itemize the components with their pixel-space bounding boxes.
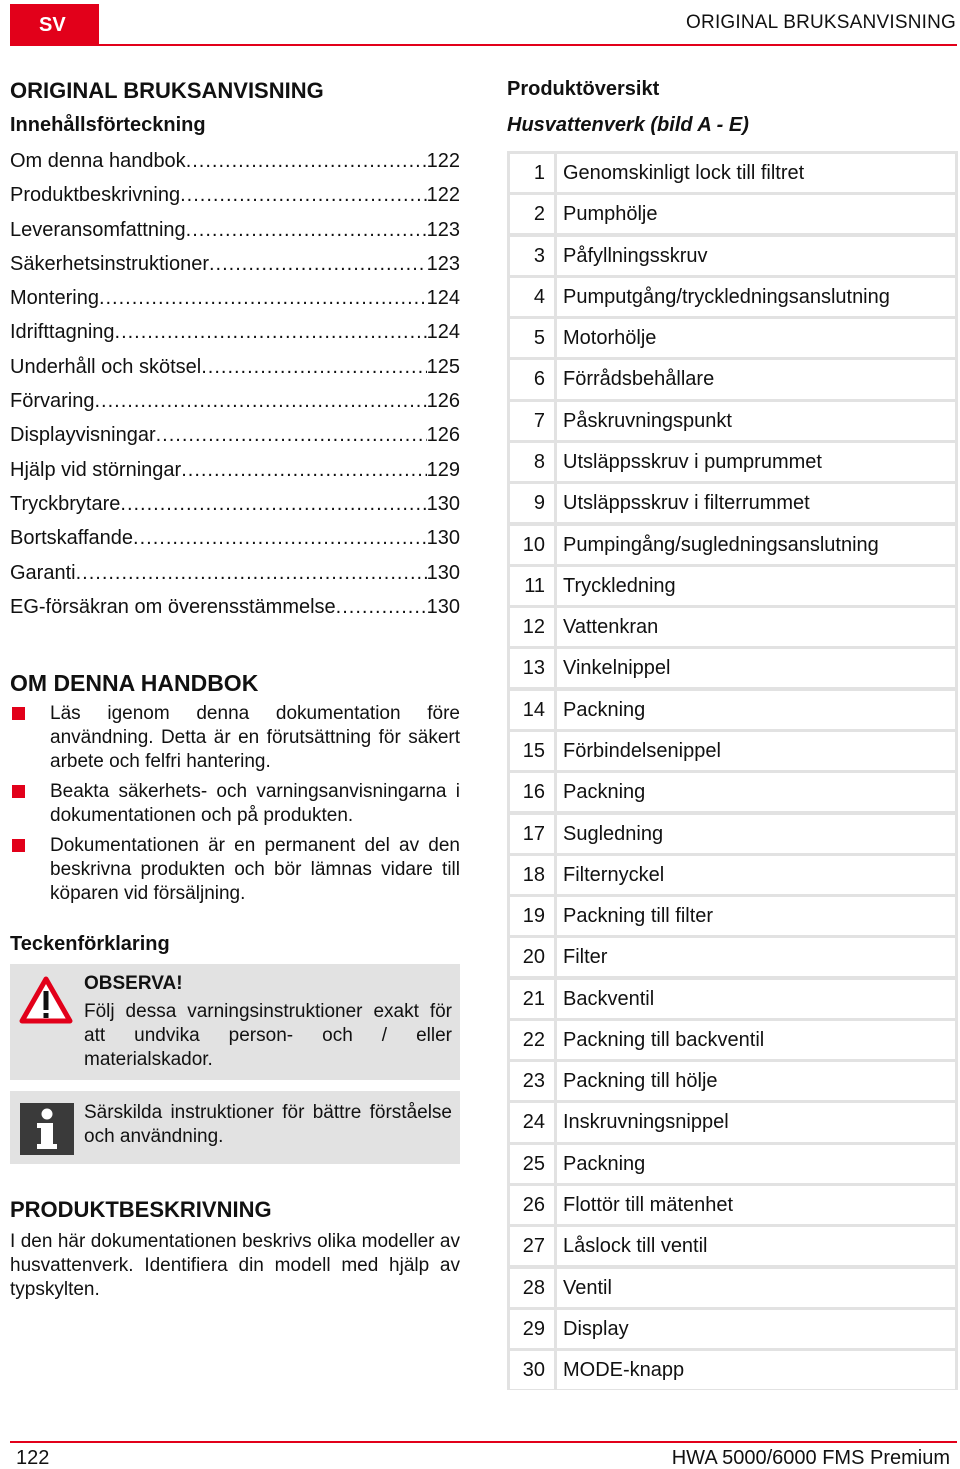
toc-entry-page: 122 <box>426 150 460 172</box>
table-row <box>510 815 955 853</box>
part-number: 28 <box>510 1269 554 1307</box>
part-number: 11 <box>510 567 554 605</box>
toc-dot-leader <box>133 521 427 555</box>
part-number: 6 <box>510 360 554 398</box>
toc-entry-page: 124 <box>426 287 460 310</box>
part-label: Flottör till mätenhet <box>557 1186 955 1224</box>
toc-entry[interactable] <box>10 418 460 452</box>
language-tab <box>10 4 99 46</box>
part-label: Backventil <box>557 980 955 1018</box>
part-label: Påfyllningsskruv <box>557 237 955 275</box>
part-number: 30 <box>510 1351 554 1389</box>
table-row <box>510 402 955 440</box>
toc-entry-page: 125 <box>426 355 460 378</box>
part-label: Låslock till ventil <box>557 1227 955 1265</box>
table-row <box>510 484 955 522</box>
model-name: HWA 5000/6000 FMS Premium <box>671 1447 950 1469</box>
part-number: 27 <box>510 1227 554 1265</box>
toc-entry-page: 130 <box>426 492 460 515</box>
table-row <box>510 897 955 935</box>
table-row <box>510 195 955 233</box>
table-row <box>510 1021 955 1059</box>
table-row <box>510 1062 955 1100</box>
table-row <box>510 278 955 316</box>
header-rule <box>10 44 957 46</box>
part-label: Utsläppsskruv i filterrummet <box>557 484 955 522</box>
toc-entry[interactable] <box>10 213 460 247</box>
part-label: Pumputgång/tryckledningsanslutning <box>557 278 955 316</box>
part-label: Pumpingång/sugledningsanslutning <box>557 526 955 564</box>
part-number: 26 <box>510 1186 554 1224</box>
toc-entry-title: Idrifttagning <box>10 321 115 344</box>
toc-entry-title: Förvaring <box>10 390 95 413</box>
right-column <box>507 76 958 1382</box>
table-row <box>510 319 955 357</box>
toc-entry-page: 126 <box>426 390 460 413</box>
left-column <box>10 76 460 1302</box>
toc-entry[interactable] <box>10 281 460 315</box>
legend-title: Teckenförklaring <box>10 933 170 956</box>
part-number: 21 <box>510 980 554 1018</box>
toc-dot-leader <box>180 178 427 212</box>
part-label: Vattenkran <box>557 608 955 646</box>
table-row <box>510 1103 955 1141</box>
toc-dot-leader <box>76 556 427 590</box>
table-row <box>510 526 955 564</box>
part-number: 22 <box>510 1021 554 1059</box>
part-label: Pumphölje <box>557 195 955 233</box>
part-number: 7 <box>510 402 554 440</box>
part-number: 4 <box>510 278 554 316</box>
toc-entry[interactable] <box>10 247 460 281</box>
table-row <box>510 691 955 729</box>
part-label: Packning till hölje <box>557 1062 955 1100</box>
table-row <box>510 1269 955 1307</box>
part-number: 20 <box>510 938 554 976</box>
red-square-bullet-icon <box>12 707 25 720</box>
info-box <box>10 1091 460 1164</box>
part-number: 5 <box>510 319 554 357</box>
table-row <box>510 856 955 894</box>
toc-dot-leader <box>336 590 427 624</box>
table-row <box>510 1227 955 1265</box>
info-text: Särskilda instruktioner för bättre förståelse och användning. <box>84 1102 452 1148</box>
toc-entry[interactable] <box>10 350 460 384</box>
header-title: ORIGINAL BRUKSANVISNING <box>686 12 956 33</box>
part-number: 8 <box>510 443 554 481</box>
table-row <box>510 938 955 976</box>
part-label: Packning <box>557 1145 955 1183</box>
toc-entry-title: Montering <box>10 287 99 310</box>
toc-entry-title: Om denna handbok <box>10 150 186 172</box>
part-number: 14 <box>510 691 554 729</box>
toc-entry-title: Displayvisningar <box>10 424 156 447</box>
warning-box <box>10 964 460 1080</box>
toc-entry-page: 126 <box>426 424 460 447</box>
table-row <box>510 608 955 646</box>
part-number: 18 <box>510 856 554 894</box>
toc-entry[interactable] <box>10 521 460 555</box>
overview-title: Produktöversikt <box>507 78 660 100</box>
part-number: 15 <box>510 732 554 770</box>
table-row <box>510 443 955 481</box>
part-number: 24 <box>510 1103 554 1141</box>
part-number: 2 <box>510 195 554 233</box>
part-label: Vinkelnippel <box>557 649 955 687</box>
toc-heading: Innehållsförteckning <box>10 114 206 136</box>
part-label: Filternyckel <box>557 856 955 894</box>
part-number: 13 <box>510 649 554 687</box>
part-label: Inskruvningsnippel <box>557 1103 955 1141</box>
part-label: Förrådsbehållare <box>557 360 955 398</box>
page-number: 122 <box>16 1447 50 1469</box>
about-section-title: OM DENNA HANDBOK <box>10 670 259 697</box>
toc-dot-leader <box>186 144 427 178</box>
about-bullet <box>10 702 460 774</box>
warning-heading: OBSERVA! <box>84 973 183 995</box>
toc-entry-title: Leveransomfattning <box>10 218 186 241</box>
table-row <box>510 237 955 275</box>
toc-dot-leader <box>115 315 427 349</box>
part-label: Filter <box>557 938 955 976</box>
part-label: Packning <box>557 691 955 729</box>
toc-dot-leader <box>201 350 426 384</box>
toc-entry-page: 129 <box>426 458 460 481</box>
product-section-title: PRODUKTBESKRIVNING <box>10 1197 272 1223</box>
table-row <box>510 1145 955 1183</box>
part-label: Förbindelsenippel <box>557 732 955 770</box>
toc-entry-title: EG-försäkran om överensstämmelse <box>10 595 336 618</box>
table-row <box>510 1310 955 1348</box>
toc-entry-page: 122 <box>426 184 460 207</box>
part-label: Motorhölje <box>557 319 955 357</box>
toc-entry[interactable] <box>10 453 460 487</box>
about-bullet-text: Beakta säkerhets- och varningsanvisningarna i dokumentationen och på produkten. <box>50 781 460 827</box>
toc-entry-page: 130 <box>426 595 460 618</box>
document-title: ORIGINAL BRUKSANVISNING <box>10 78 324 103</box>
about-bullet <box>10 834 460 906</box>
language-code: SV <box>39 14 66 36</box>
toc-entry-title: Produktbeskrivning <box>10 184 181 207</box>
parts-table <box>507 151 958 1390</box>
part-label: Packning <box>557 773 955 811</box>
red-square-bullet-icon <box>12 839 25 852</box>
about-bullet <box>10 780 460 828</box>
part-number: 29 <box>510 1310 554 1348</box>
part-label: Sugledning <box>557 815 955 853</box>
toc-entry-page: 124 <box>426 321 460 344</box>
toc-dot-leader <box>181 453 426 487</box>
part-label: Ventil <box>557 1269 955 1307</box>
table-row <box>510 360 955 398</box>
part-number: 17 <box>510 815 554 853</box>
toc-entry-title: Hjälp vid störningar <box>10 458 182 481</box>
part-number: 10 <box>510 526 554 564</box>
toc-entry-page: 130 <box>426 561 460 584</box>
toc-entry-page: 123 <box>426 218 460 241</box>
warning-triangle-icon <box>19 976 73 1024</box>
table-row <box>510 1186 955 1224</box>
toc-entry[interactable] <box>10 487 460 521</box>
toc-entry-title: Bortskaffande <box>10 527 134 550</box>
part-number: 19 <box>510 897 554 935</box>
part-number: 16 <box>510 773 554 811</box>
part-label: Display <box>557 1310 955 1348</box>
toc-dot-leader <box>120 487 426 521</box>
toc-entry[interactable] <box>10 590 460 624</box>
toc-entry-title: Garanti <box>10 561 76 584</box>
table-row <box>510 1351 955 1389</box>
part-number: 9 <box>510 484 554 522</box>
toc-dot-leader <box>94 384 426 418</box>
warning-text: Följ dessa varningsinstruktioner exakt för att undvika person- och / eller materialskador. <box>84 1001 452 1071</box>
part-label: Packning till backventil <box>557 1021 955 1059</box>
table-of-contents <box>10 144 460 624</box>
table-row <box>510 649 955 687</box>
part-number: 23 <box>510 1062 554 1100</box>
part-number: 25 <box>510 1145 554 1183</box>
about-bullet-list <box>10 702 460 906</box>
part-number: 12 <box>510 608 554 646</box>
footer-rule <box>10 1441 957 1443</box>
part-label: MODE-knapp <box>557 1351 955 1389</box>
table-row <box>510 773 955 811</box>
product-description: I den här dokumentationen beskrivs olika modeller av husvattenverk. Identifiera din modell med hjälp av typskylten. <box>10 1231 460 1301</box>
table-row <box>510 732 955 770</box>
toc-dot-leader <box>156 418 427 452</box>
toc-entry[interactable] <box>10 556 460 590</box>
part-label: Genomskinligt lock till filtret <box>557 154 955 192</box>
toc-dot-leader <box>99 281 427 315</box>
part-number: 3 <box>510 237 554 275</box>
toc-entry-page: 130 <box>426 527 460 550</box>
part-number: 1 <box>510 154 554 192</box>
table-row <box>510 567 955 605</box>
toc-dot-leader <box>186 213 427 247</box>
part-label: Påskruvningspunkt <box>557 402 955 440</box>
toc-entry[interactable] <box>10 384 460 418</box>
table-row <box>510 154 955 192</box>
red-square-bullet-icon <box>12 785 25 798</box>
info-icon <box>20 1103 74 1155</box>
toc-entry[interactable] <box>10 178 460 212</box>
table-row <box>510 980 955 1018</box>
toc-entry-page: 123 <box>426 252 460 275</box>
toc-entry-title: Tryckbrytare <box>10 492 121 515</box>
part-label: Packning till filter <box>557 897 955 935</box>
part-label: Tryckledning <box>557 567 955 605</box>
part-label: Utsläppsskruv i pumprummet <box>557 443 955 481</box>
toc-entry[interactable] <box>10 315 460 349</box>
toc-entry[interactable] <box>10 144 460 178</box>
overview-subtitle: Husvattenverk (bild A - E) <box>507 114 749 136</box>
toc-entry-title: Säkerhetsinstruktioner <box>10 252 209 275</box>
toc-entry-title: Underhåll och skötsel <box>10 355 202 378</box>
toc-dot-leader <box>209 247 427 281</box>
about-bullet-text: Dokumentationen är en permanent del av den beskrivna produkten och bör lämnas vidare till köparen vid försäljning. <box>50 835 460 905</box>
about-bullet-text: Läs igenom denna dokumentation före användning. Detta är en förutsättning för säkert arbete och felfri hantering. <box>50 703 460 773</box>
